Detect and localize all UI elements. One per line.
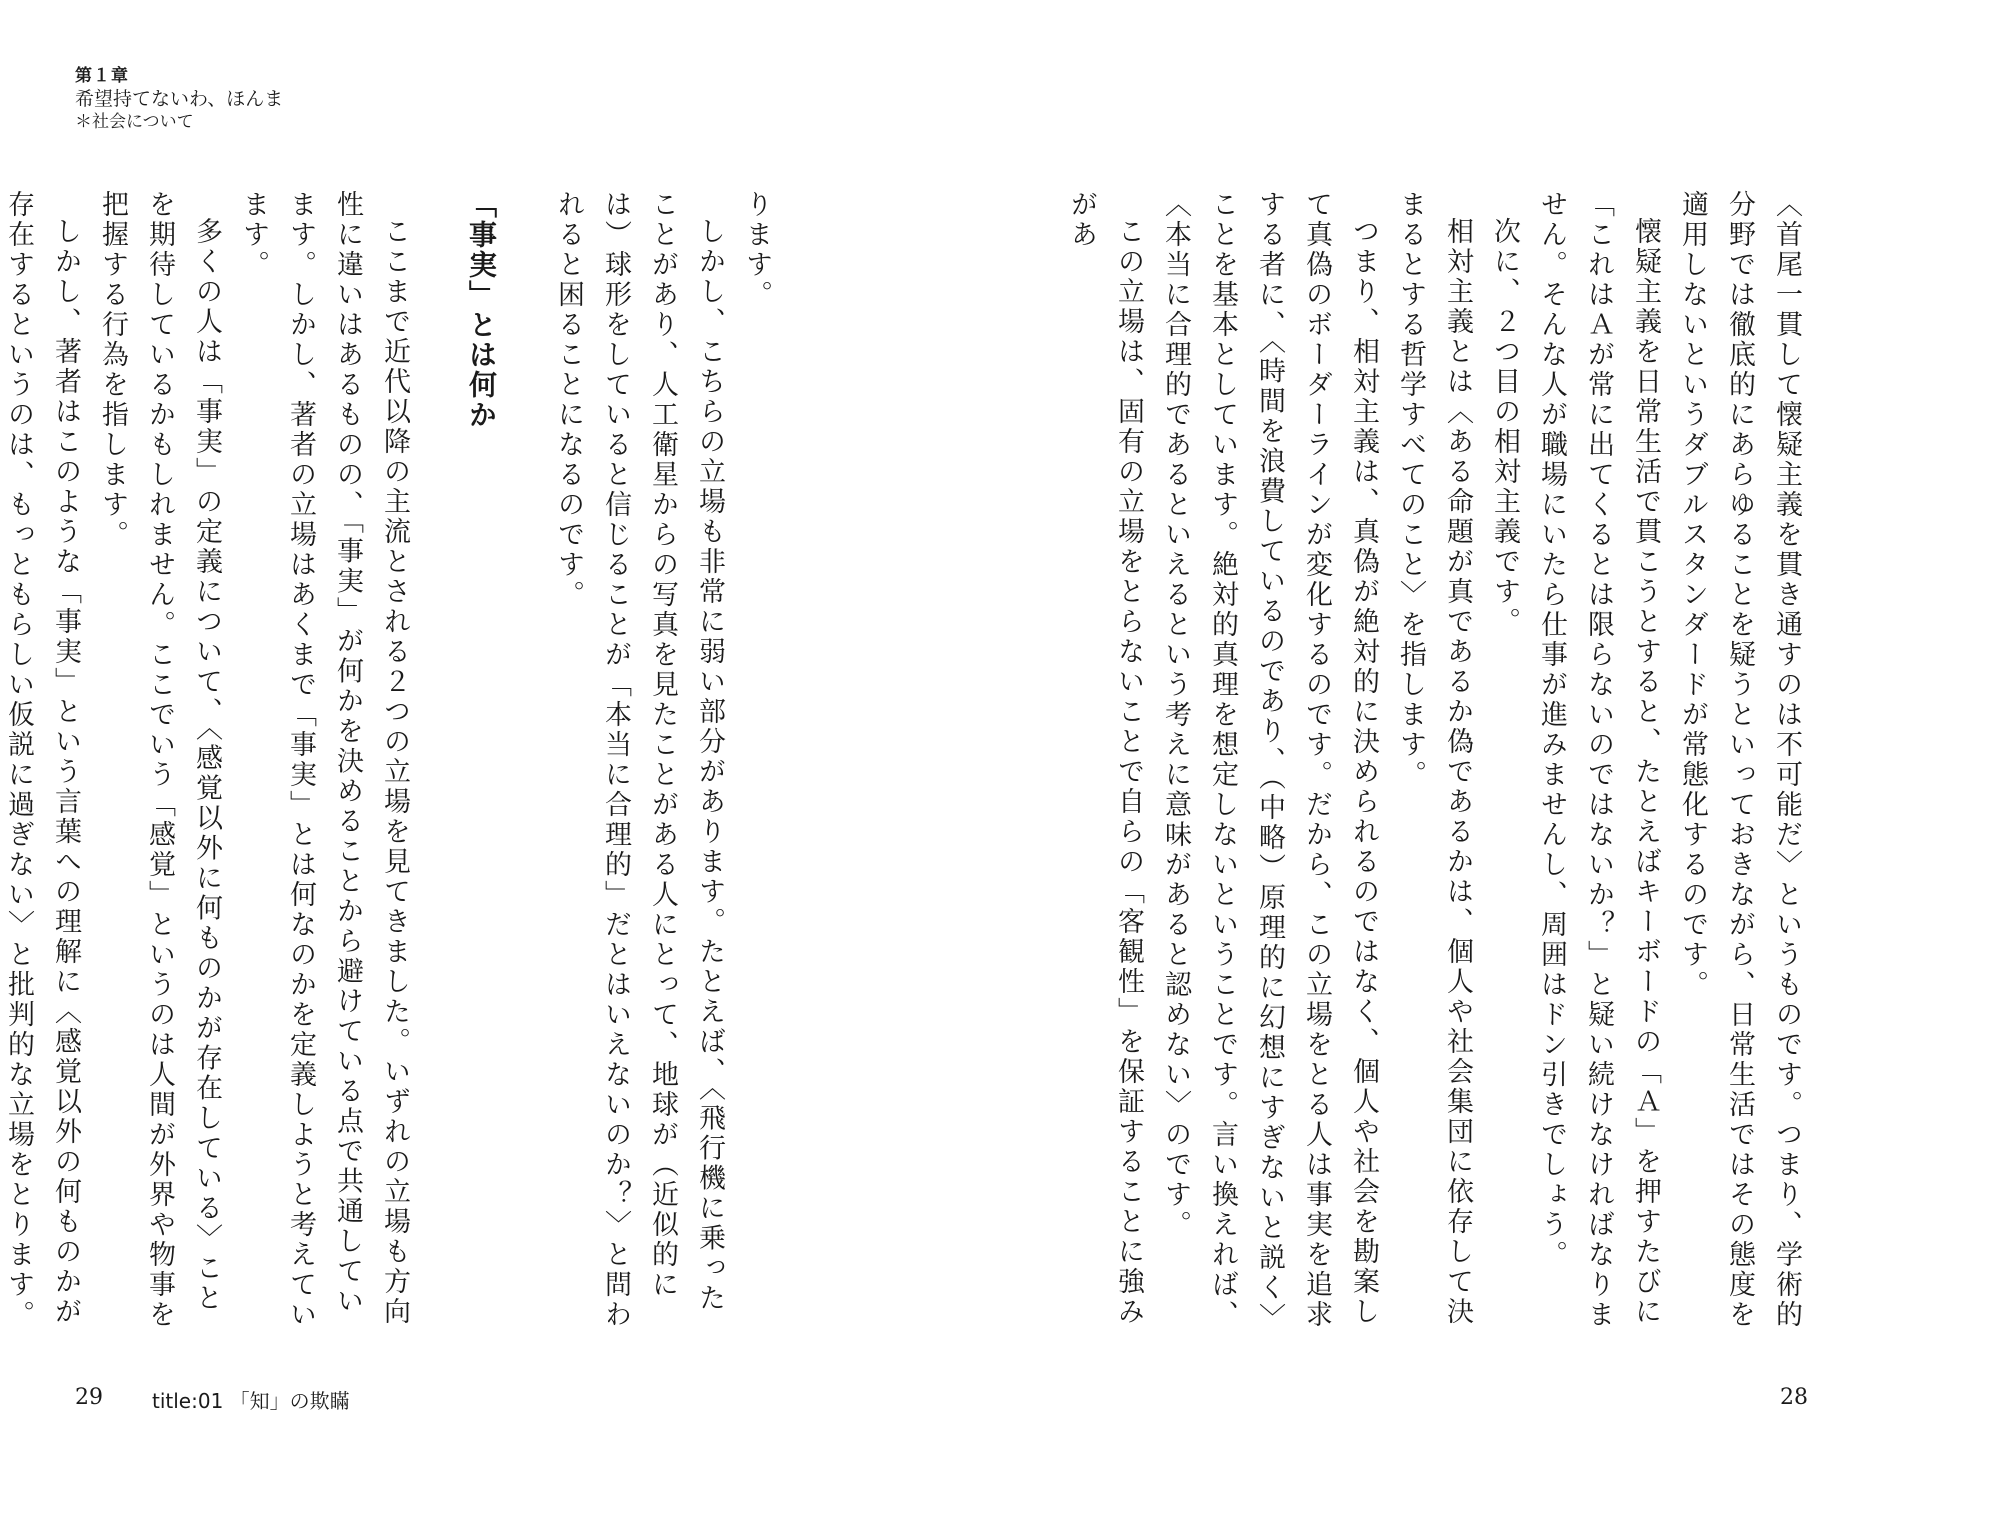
left-page-body	[3, 190, 780, 1330]
paragraph: 〈首尾一貫して懐疑主義を貫き通すのは不可能だ〉というものです。つまり、学術的分野では徹底的にあらゆることを疑うといっておきながら、日常生活ではその態度を適用しないというダブルスタンダードが常態化するのです。	[1677, 190, 1802, 1330]
running-title: title:01 「知」の欺瞞	[152, 1389, 350, 1413]
paragraph: 次に、２つ目の相対主義です。	[1489, 217, 1520, 637]
paragraph: 多くの人は「事実」の定義について、〈感覚以外に何ものかが存在している〉ことを期待しているかもしれません。ここでいう「感覚」というのは人間が外界や物事を把握する行為を指します。	[97, 190, 222, 1330]
right-page-body	[1066, 190, 1810, 1330]
paragraph: ここまで近代以降の主流とされる２つの立場を見てきました。いずれの立場も方向性に違いはあるものの、「事実」が何かを決めることから避けている点で共通しています。しかし、著者の立場はあくまで「事実」とは何なのかを定義しようと考えています。	[238, 190, 410, 1330]
section-heading: 「事実」とは何か	[465, 190, 498, 430]
chapter-header	[75, 66, 283, 133]
left-page-number: 29	[75, 1385, 103, 1410]
paragraph: この立場は、固有の立場をとらないことで自らの「客観性」を保証することに強みがあ	[1066, 190, 1144, 1327]
paragraph: つまり、相対主義は、真偽が絶対的に決められるのではなく、個人や社会を勘案して真偽のボーダーラインが変化するのです。だから、この立場をとる人は事実を追求する者に、〈時間を浪費しているのであり、（中略）原理的に幻想にすぎないと説く〉ことを基本としています。絶対的真理を想定しないということです。言い換えれば、〈本当に合理的であるといえるという考えに意味があると認めない〉のです。	[1160, 190, 1379, 1330]
paragraph: しかし、こちらの立場も非常に弱い部分があります。たとえば、〈飛行機に乗ったことがあり、人工衛星からの写真を見たことがある人にとって、地球が（近似的には）球形をしていると信じることが「本当に合理的」だとはいえないのか？〉と問われると困ることになるのです。	[553, 190, 725, 1330]
paragraph: しかし、著者はこのような「事実」という言葉への理解に〈感覚以外の何ものかが存在するというのは、もっともらしい仮説に過ぎない〉と批判的な立場をとります。	[3, 190, 81, 1330]
paragraph-continuation: ります。	[741, 190, 772, 310]
chapter-subtitle: ＊社会について	[75, 112, 194, 133]
chapter-title: 希望持てないわ、ほんま	[75, 88, 284, 111]
right-page-number: 28	[1780, 1385, 1808, 1410]
paragraph: 懐疑主義を日常生活で貫こうとすると、たとえばキーボードの「Ａ」を押すたびに「これはＡが常に出てくるとは限らないのではないか？」と疑い続けなければなりません。そんな人が職場にいたら仕事が進みませんし、周囲はドン引きでしょう。	[1536, 190, 1661, 1330]
paragraph: 相対主義とは〈ある命題が真であるか偽であるかは、個人や社会集団に依存して決まるとする哲学すべてのこと〉を指します。	[1395, 190, 1473, 1327]
chapter-label: 第１章	[75, 66, 129, 86]
